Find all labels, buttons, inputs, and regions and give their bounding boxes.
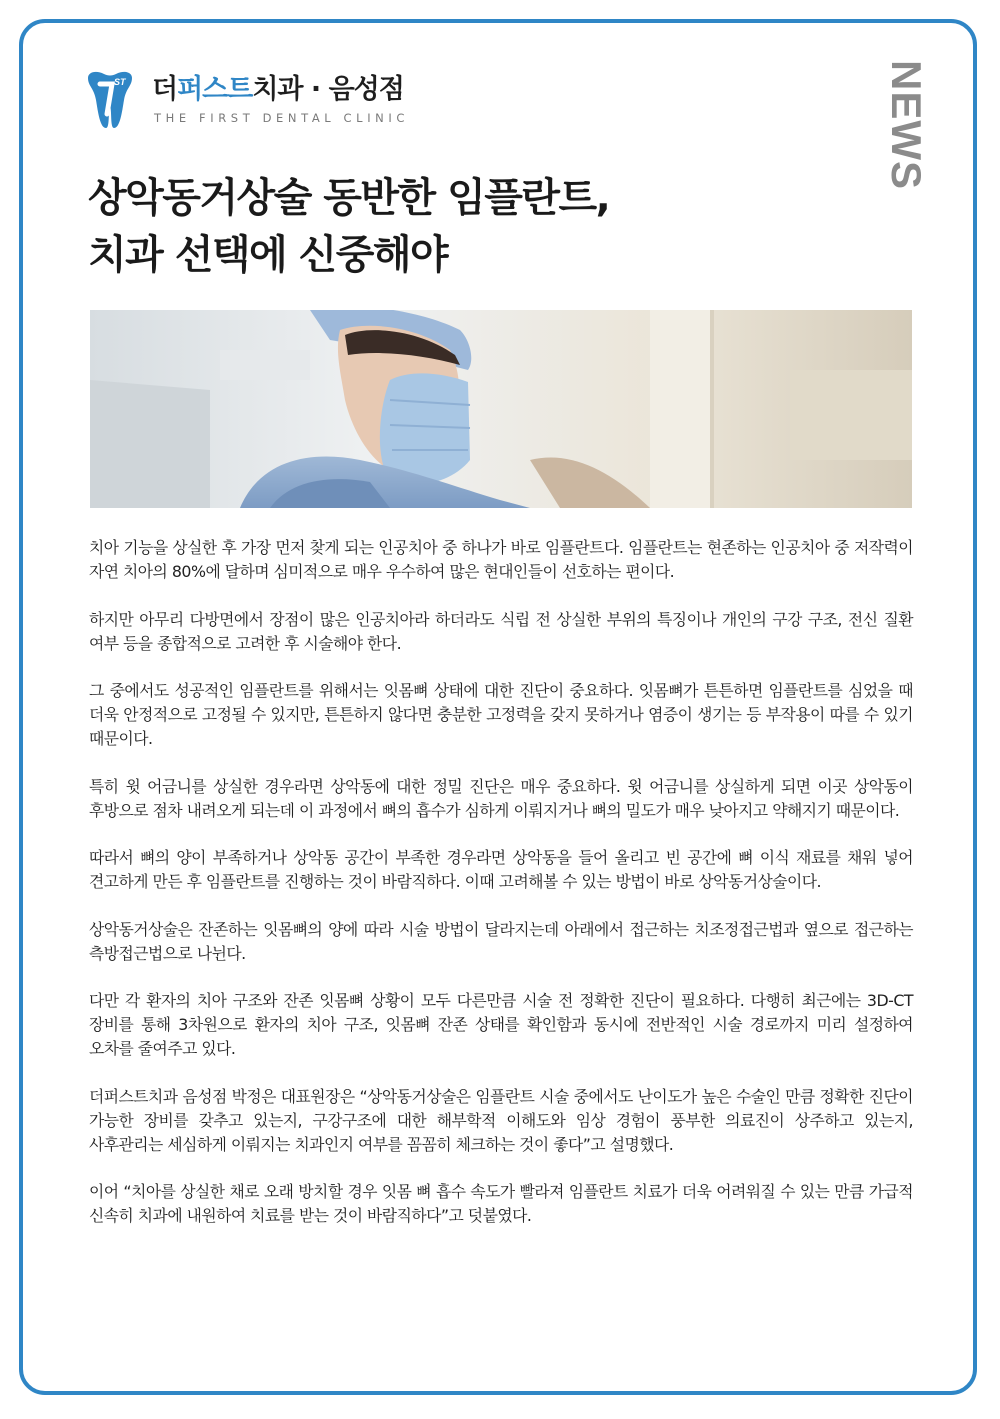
headline-line-2: 치과 선택에 신중해야	[88, 232, 448, 278]
clinic-name: 더퍼스트치과 · 음성점	[152, 74, 404, 105]
article-paragraph: 더퍼스트치과 음성점 박정은 대표원장은 “상악동거상술은 임플란트 시술 중에서도 난이도가 높은 수술인 만큼 정확한 진단이 가능한 장비를 갖추고 있는지, 구강구조에 대한 해부학적 이해도와 임상 경험이 풍부한 의료진이 상주하고 있는지, 사후관리는 세심하게 이뤄지는 치과인지 여부를 꼼꼼히 체크하는 것이 좋다”고 설명했다.	[89, 1086, 913, 1154]
article-paragraph: 특히 윗 어금니를 상실한 경우라면 상악동에 대한 정밀 진단은 매우 중요하다. 윗 어금니를 상실하게 되면 이곳 상악동이 후방으로 점차 내려오게 되는데 이 과정에서 뼈의 흡수가 심하게 이뤄지거나 뼈의 밀도가 매우 낮아지고 약해지기 때문이다.	[89, 776, 913, 820]
news-section-tag: NEWS	[883, 60, 930, 190]
article-headline	[88, 170, 888, 284]
clinic-logo	[86, 70, 446, 132]
tooth-logo-icon	[86, 70, 134, 132]
article-paragraph: 하지만 아무리 다방면에서 장점이 많은 인공치아라 하더라도 식립 전 상실한 부위의 특징이나 개인의 구강 구조, 전신 질환 여부 등을 종합적으로 고려한 후 시술해야 한다.	[89, 609, 913, 653]
article-paragraph: 다만 각 환자의 치아 구조와 잔존 잇몸뼈 상황이 모두 다른만큼 시술 전 정확한 진단이 필요하다. 다행히 최근에는 3D-CT 장비를 통해 3차원으로 환자의 치아 구조, 잇몸뼈 잔존 상태를 확인함과 동시에 전반적인 시술 경로까지 미리 설정하여 오차를 줄여주고 있다.	[89, 991, 913, 1058]
surgeon-photo-icon	[90, 310, 912, 508]
svg-text:ST: ST	[114, 77, 126, 87]
headline-line-1: 상악동거상술 동반한 임플란트,	[88, 175, 610, 221]
article-body	[89, 536, 913, 1252]
surgeon-photo	[90, 310, 912, 508]
clinic-subtitle: THE FIRST DENTAL CLINIC	[154, 111, 410, 125]
article-paragraph: 상악동거상술은 잔존하는 잇몸뼈의 양에 따라 시술 방법이 달라지는데 아래에서 접근하는 치조정접근법과 옆으로 접근하는 측방접근법으로 나뉜다.	[89, 919, 913, 963]
article-paragraph: 따라서 뼈의 양이 부족하거나 상악동 공간이 부족한 경우라면 상악동을 들어 올리고 빈 공간에 뼈 이식 재료를 채워 넣어 견고하게 만든 후 임플란트를 진행하는 것이 바람직하다. 이때 고려해볼 수 있는 방법이 바로 상악동거상술이다.	[89, 848, 913, 891]
article-paragraph: 이어 “치아를 상실한 채로 오래 방치할 경우 잇몸 뼈 흡수 속도가 빨라져 임플란트 치료가 더욱 어려워질 수 있는 만큼 가급적 신속히 치과에 내원하여 치료를 받는 것이 바람직하다”고 덧붙였다.	[89, 1182, 913, 1225]
article-paragraph: 치아 기능을 상실한 후 가장 먼저 찾게 되는 인공치아 중 하나가 바로 임플란트다. 임플란트는 현존하는 인공치아 중 저작력이 자연 치아의 80%에 달하며 심미적으로 매우 우수하여 많은 현대인들이 선호하는 편이다.	[89, 538, 913, 581]
article-paragraph: 그 중에서도 성공적인 임플란트를 위해서는 잇몸뼈 상태에 대한 진단이 중요하다. 잇몸뼈가 튼튼하면 임플란트를 심었을 때 더욱 안정적으로 고정될 수 있지만, 튼튼하지 않다면 충분한 고정력을 갖지 못하거나 염증이 생기는 등 부작용이 따를 수 있기 때문이다.	[89, 681, 913, 748]
